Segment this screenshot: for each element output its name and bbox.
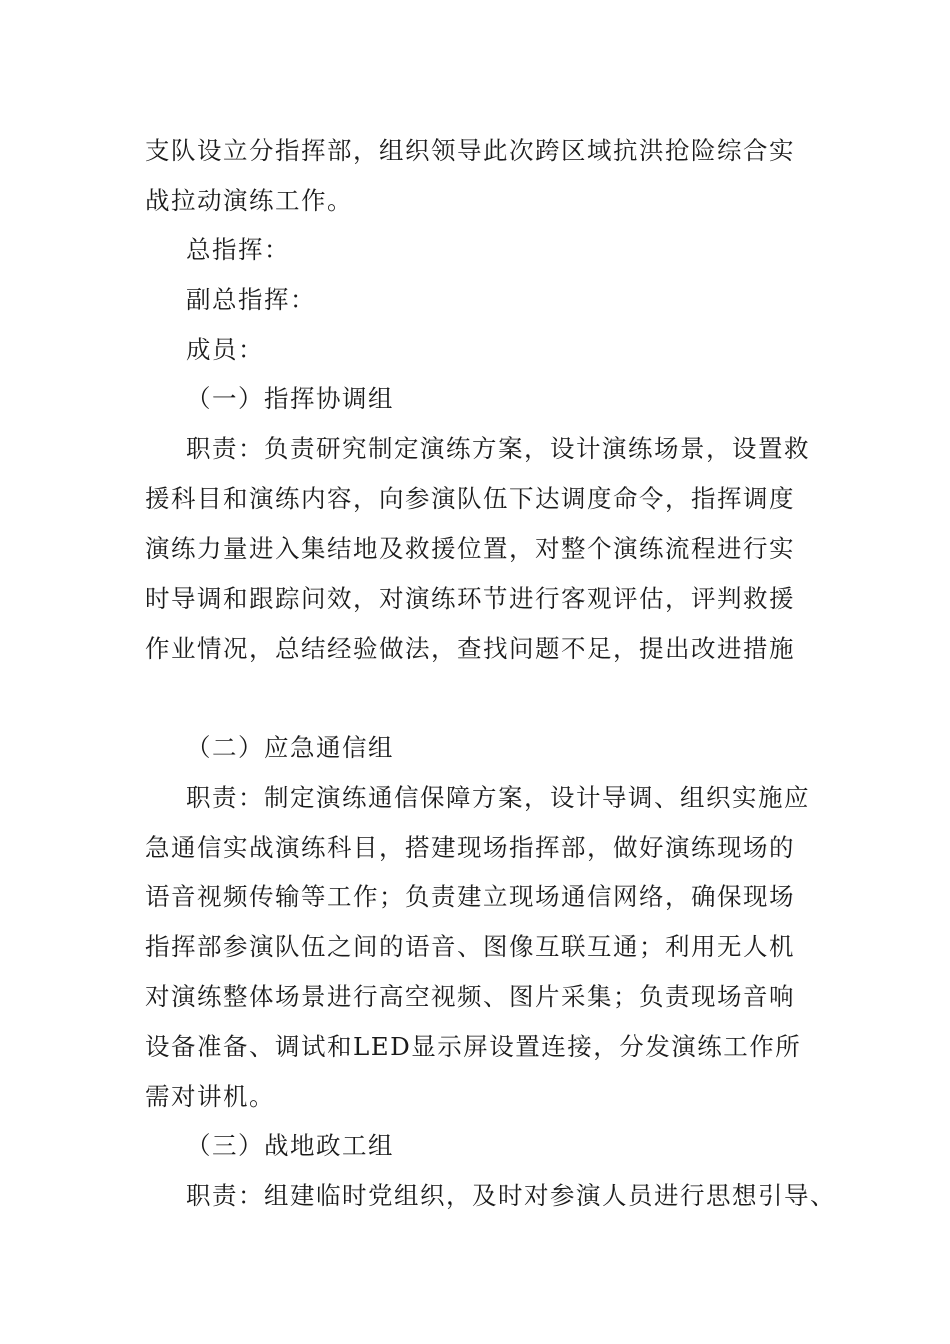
paragraph-line: 作业情况，总结经验做法，查找问题不足，提出改进措施 xyxy=(145,634,795,663)
paragraph-line: 对演练整体场景进行高空视频、图片采集；负责现场音响 xyxy=(145,982,795,1011)
paragraph-line: 语音视频传输等工作；负责建立现场通信网络，确保现场 xyxy=(145,882,795,911)
section-heading-2: （二）应急通信组 xyxy=(186,733,394,762)
paragraph-line: 战拉动演练工作。 xyxy=(145,186,353,215)
members-label: 成员： xyxy=(186,335,264,364)
paragraph-line: 急通信实战演练科目，搭建现场指挥部，做好演练现场的 xyxy=(145,833,795,862)
deputy-commander-label: 副总指挥： xyxy=(186,285,316,314)
paragraph-line: 支队设立分指挥部，组织领导此次跨区域抗洪抢险综合实 xyxy=(145,136,795,165)
paragraph-line: 援科目和演练内容，向参演队伍下达调度命令，指挥调度 xyxy=(145,484,795,513)
paragraph-line: 需对讲机。 xyxy=(145,1082,275,1111)
section-heading-3: （三）战地政工组 xyxy=(186,1131,394,1160)
paragraph-line: 演练力量进入集结地及救援位置，对整个演练流程进行实 xyxy=(145,534,795,563)
paragraph-line: 职责：负责研究制定演练方案，设计演练场景，设置救 xyxy=(186,434,810,463)
paragraph-line: 时导调和跟踪问效，对演练环节进行客观评估，评判救援 xyxy=(145,584,795,613)
paragraph-line: 设备准备、调试和LED显示屏设置连接，分发演练工作所 xyxy=(145,1032,802,1061)
commander-label: 总指挥： xyxy=(186,235,290,264)
section-heading-1: （一）指挥协调组 xyxy=(186,384,394,413)
paragraph-line: 职责：组建临时党组织，及时对参演人员进行思想引导、 xyxy=(186,1181,836,1210)
paragraph-line: 指挥部参演队伍之间的语音、图像互联互通；利用无人机 xyxy=(145,932,795,961)
paragraph-line: 职责：制定演练通信保障方案，设计导调、组织实施应 xyxy=(186,783,810,812)
